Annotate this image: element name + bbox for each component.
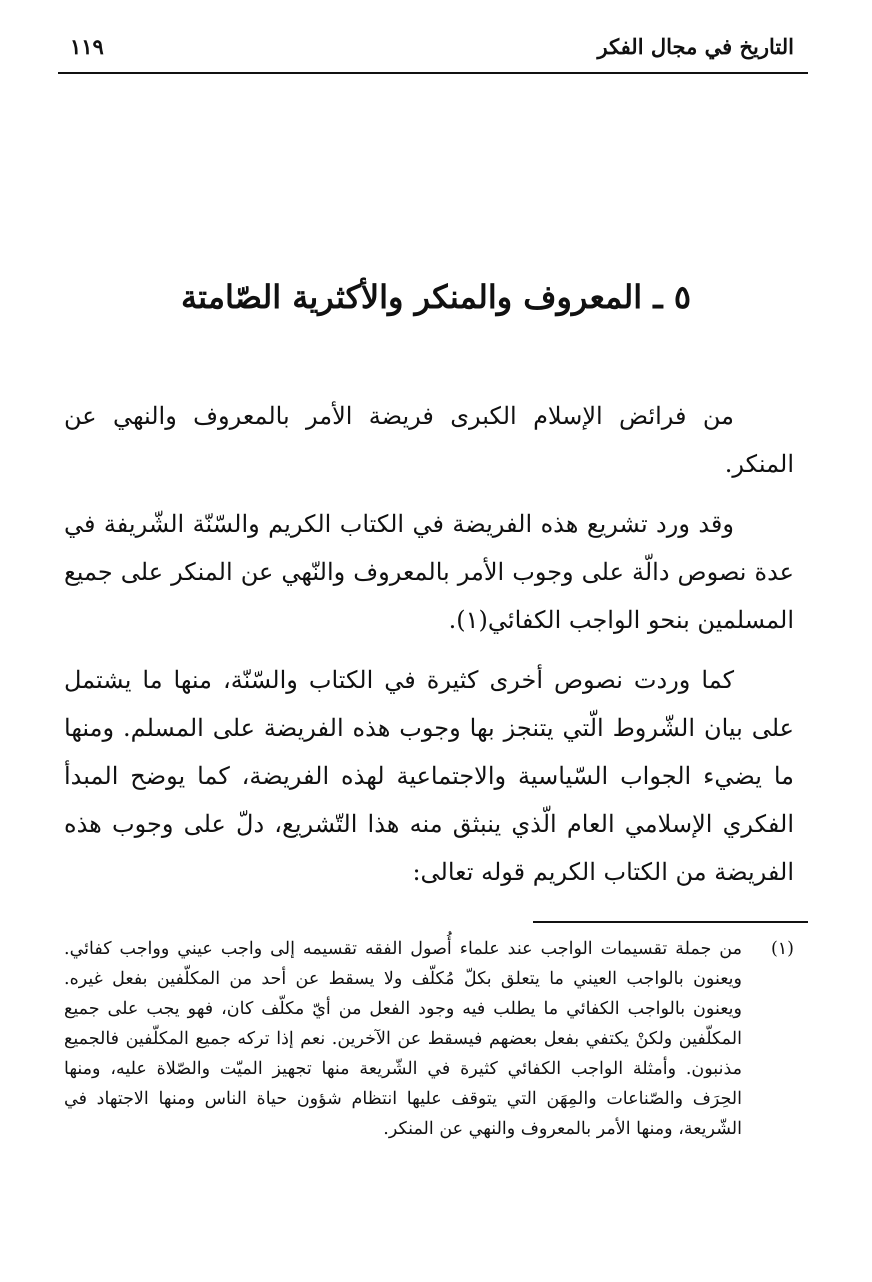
paragraph: من فرائض الإسلام الكبرى فريضة الأمر بالمعروف والنهي عن المنكر. (64, 402, 794, 478)
running-title: التاريخ في مجال الفكر (597, 34, 794, 59)
page-number: ١١٩ (70, 34, 104, 59)
footnote-text: من جملة تقسيمات الواجب عند علماء أُصول الفقه تقسيمه إلى واجب عيني وواجب كفائي. ويعنون بالواجب العيني ما يتعلق بكلّ مُكلّف ولا يسقط عن أحد من المكلّفين بفعل غيره. ويعنون بالواجب الكفائي ما يطلب فيه وجود الفعل من أيّ مكلّف كان، فهو يجب على جميع المكلّفين ولكنْ يكتفي بفعل بعضهم فيسقط عن الآخرين. نعم إذا تركه جميع المكلّفين فالجميع مذنبون. وأمثلة الواجب الكفائي كثيرة في الشّريعة منها تجهيز الميّت والصّلاة عليه، ومنها الحِرَف والصّناعات والمِهَن التي يتوقف عليها انتظام شؤون حياة الناس ومنها الاجتهاد في الشّريعة، ومنها الأمر بالمعروف والنهي عن المنكر. (64, 939, 742, 1139)
paragraph: وقد ورد تشريع هذه الفريضة في الكتاب الكريم والسّنّة الشّريفة في عدة نصوص دالّة على وجوب الأمر بالمعروف والنّهي عن المنكر على جميع المسلمين بنحو الواجب الكفائي(١). (64, 510, 794, 634)
footnote (64, 934, 794, 1144)
footnote-marker: (١) (770, 939, 794, 959)
footnote-rule (533, 921, 808, 923)
paragraph: كما وردت نصوص أخرى كثيرة في الكتاب والسّنّة، منها ما يشتمل على بيان الشّروط الّتي يتنجز بها وجوب هذه الفريضة على المسلم. ومنها ما يضيء الجواب السّياسية والاجتماعية لهذه الفريضة، كما يوضح المبدأ الفكري الإسلامي العام الّذي ينبثق منه هذا التّشريع، دلّ على وجوب هذه الفريضة من الكتاب الكريم قوله تعالى: (64, 666, 794, 886)
chapter-title: ٥ ـ المعروف والمنكر والأكثرية الصّامتة (181, 278, 691, 316)
body-text (64, 392, 794, 908)
header-rule (58, 72, 808, 74)
